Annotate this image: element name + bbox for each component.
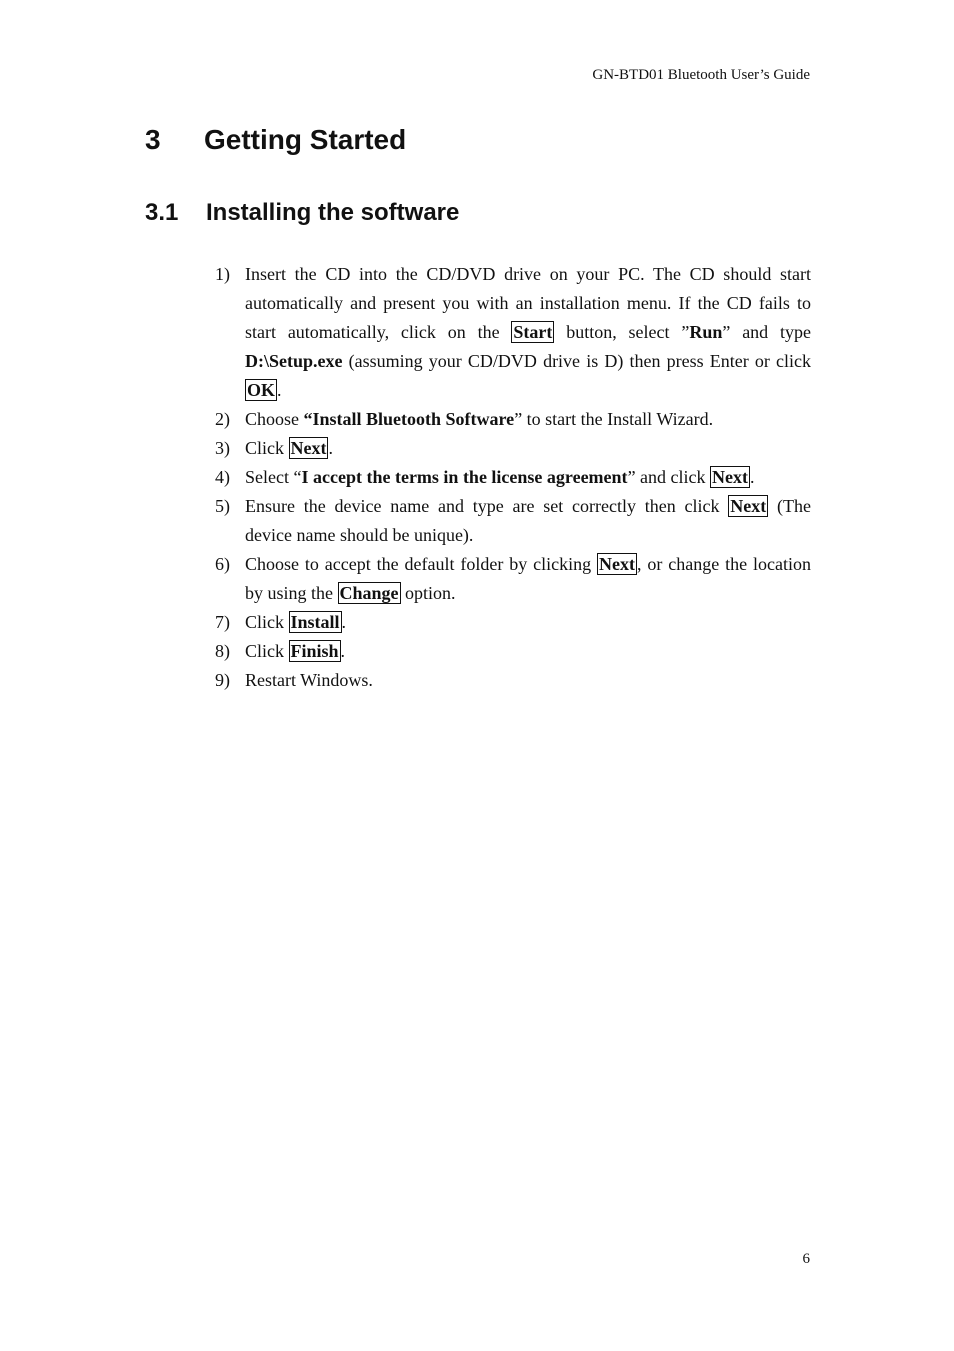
text-run: .	[341, 612, 347, 632]
step-number: 7)	[215, 612, 230, 632]
text-run: button, select ”	[554, 322, 690, 342]
step-text	[245, 463, 811, 492]
text-run: Insert the CD into the CD/DVD drive on your PC. The CD should start automatically and present you with an installation menu. If the CD fails to start automatically, click on the	[245, 264, 811, 342]
step-number: 4)	[215, 467, 230, 487]
text-run: .	[340, 641, 346, 661]
step-number: 1)	[215, 264, 230, 284]
step-6	[215, 550, 811, 608]
step-text	[245, 666, 811, 695]
text-run: .	[750, 467, 755, 487]
text-run: (assuming your CD/DVD drive is D) then press Enter or click	[342, 351, 811, 371]
step-5	[215, 492, 811, 550]
step-text	[245, 550, 811, 608]
text-run: option.	[400, 583, 456, 603]
running-header: GN-BTD01 Bluetooth User’s Guide	[592, 67, 810, 83]
text-run: Select “	[245, 467, 302, 487]
section-heading	[145, 199, 459, 227]
step-text	[245, 608, 811, 637]
text-run: .	[277, 380, 282, 400]
step-text	[245, 260, 811, 405]
text-run: Click	[245, 612, 289, 632]
text-run: ” and type	[722, 322, 811, 342]
text-run: Choose to accept the default folder by clicking	[245, 554, 598, 574]
next-button-ref: Next	[712, 467, 749, 487]
chapter-heading	[145, 124, 406, 156]
text-run: Click	[245, 438, 289, 458]
text-run: , or change the location by using the	[245, 554, 811, 603]
step-1	[215, 260, 811, 405]
step-number: 8)	[215, 641, 230, 661]
text-run: Ensure the device name and type are set correctly then click	[245, 496, 729, 516]
step-text	[245, 637, 811, 666]
text-run: Restart Windows.	[245, 670, 373, 690]
text-run: (The device name should be unique).	[245, 496, 811, 545]
license-agreement-ref: I accept the terms in the license agreement	[301, 467, 628, 487]
next-button-ref: Next	[730, 496, 767, 516]
text-run: Choose	[245, 409, 304, 429]
section-number: 3.1	[145, 199, 179, 226]
step-number: 6)	[215, 554, 230, 574]
next-button-ref: Next	[290, 438, 327, 458]
step-text	[245, 434, 811, 463]
step-text	[245, 492, 811, 550]
step-8	[215, 637, 811, 666]
run-command-ref: Run	[689, 322, 723, 342]
next-button-ref: Next	[599, 554, 635, 574]
step-number: 3)	[215, 438, 230, 458]
step-4	[215, 463, 811, 492]
chapter-title: Getting Started	[204, 124, 407, 155]
page-number: 6	[802, 1251, 810, 1267]
step-2	[215, 405, 811, 434]
text-run: ” to start the Install Wizard.	[514, 409, 714, 429]
step-number: 5)	[215, 496, 230, 516]
step-number: 2)	[215, 409, 230, 429]
step-7	[215, 608, 811, 637]
ok-button-ref: OK	[247, 380, 276, 400]
text-run: ” and click	[627, 467, 711, 487]
step-number: 9)	[215, 670, 230, 690]
change-button-ref: Change	[339, 583, 399, 603]
step-9	[215, 666, 811, 695]
section-title: Installing the software	[206, 199, 460, 226]
step-3	[215, 434, 811, 463]
chapter-number: 3	[145, 124, 161, 155]
text-run: Click	[245, 641, 289, 661]
finish-button-ref: Finish	[290, 641, 339, 661]
installation-steps	[215, 260, 811, 695]
text-run: .	[328, 438, 333, 458]
install-button-ref: Install	[290, 612, 340, 632]
start-button-ref: Start	[513, 322, 553, 342]
install-bluetooth-software-ref: “Install Bluetooth Software	[303, 409, 515, 429]
step-text	[245, 405, 811, 434]
setup-path: D:\Setup.exe	[245, 351, 343, 371]
